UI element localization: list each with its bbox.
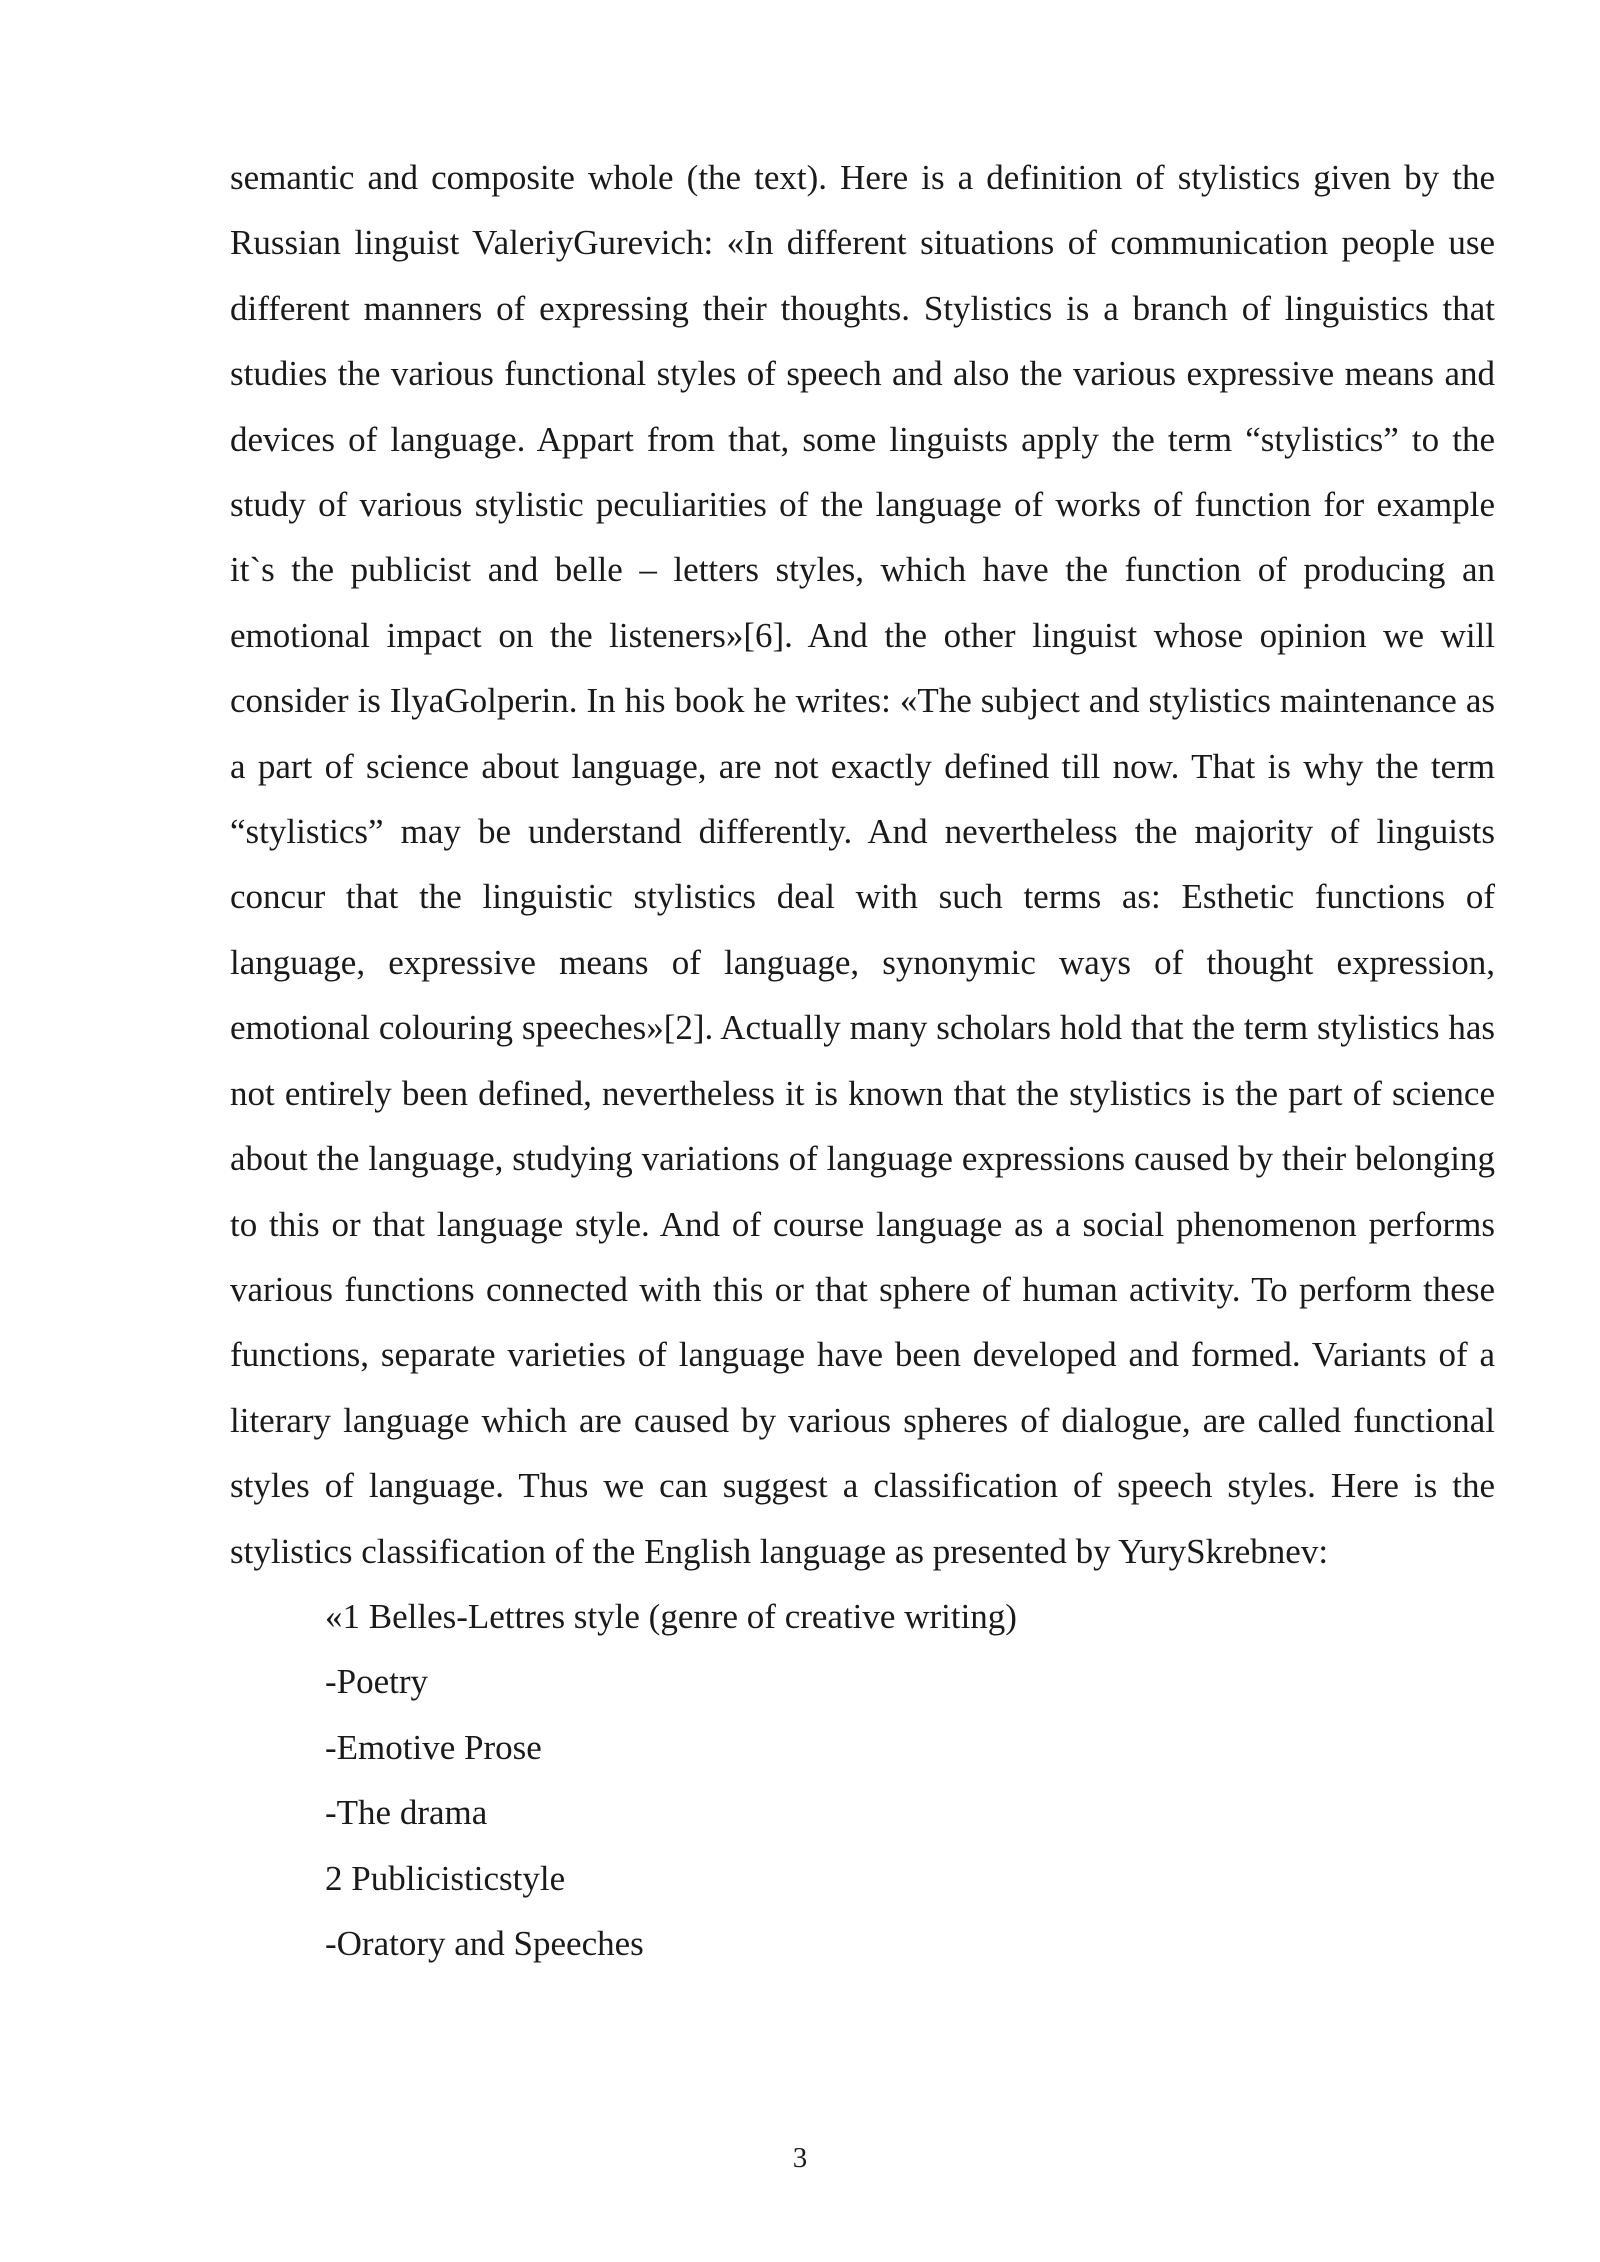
list-item: -The drama: [325, 1793, 488, 1833]
list-item: «1 Belles-Lettres style (genre of creative writing): [325, 1596, 1017, 1636]
list-item: 2 Publicisticstyle: [325, 1858, 566, 1898]
page-number: 3: [792, 2142, 808, 2174]
body-text: [230, 145, 1495, 1976]
list-item: -Oratory and Speeches: [325, 1923, 644, 1963]
list-item: -Poetry: [325, 1662, 429, 1702]
style-classification-list: [230, 1584, 1495, 1976]
main-paragraph: semantic and composite whole (the text). Here is a definition of stylistics given by the Russian linguist ValeriyGurevich: «In different situations of communication people use different manners of expressing their thoughts. Stylistics is a branch of linguistics that studies the various functional styles of speech and also the various expressive means and devices of language. Appart from that, some linguists apply the term “stylistics” to the study of various stylistic peculiarities of the language of works of function for example it`s the publicist and belle – letters styles, which have the function of producing an emotional impact on the listeners»[6]. And the other linguist whose opinion we will consider is IlyaGolperin. In his book he writes: «The subject and stylistics maintenance as a part of science about language, are not exactly defined till now. That is why the term “stylistics” may be understand differently. And nevertheless the majority of linguists concur that the linguistic stylistics deal with such terms as: Esthetic functions of language, expressive means of language, synonymic ways of thought expression, emotional colouring speeches»[2]. Actually many scholars hold that the term stylistics has not entirely been defined, nevertheless it is known that the stylistics is the part of science about the language, studying variations of language expressions caused by their belonging to this or that language style. And of course language as a social phenomenon performs various functions connected with this or that sphere of human activity. To perform these functions, separate varieties of language have been developed and formed. Variants of a literary language which are caused by various spheres of dialogue, are called functional styles of language. Thus we can suggest a classification of speech styles. Here is the stylistics classification of the English language as presented by YurySkrebnev:: [230, 158, 1495, 1571]
list-item: -Emotive Prose: [325, 1727, 542, 1767]
